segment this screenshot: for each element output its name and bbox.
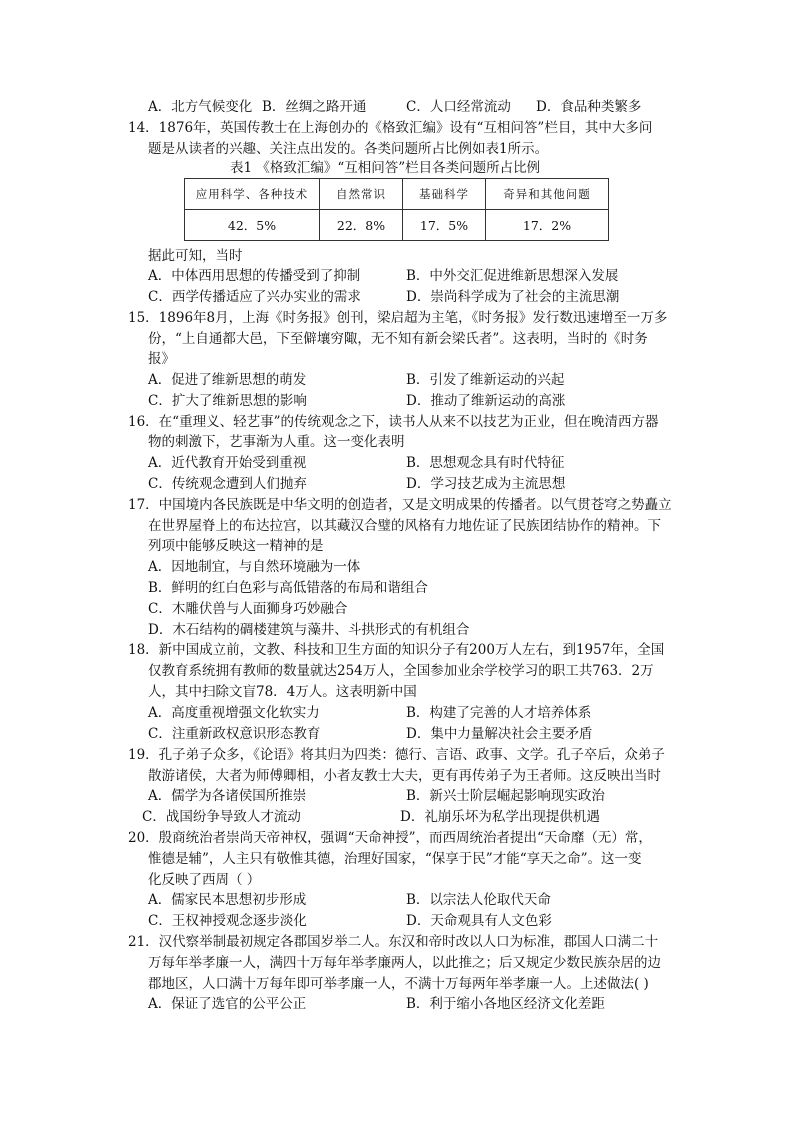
q20-stem-line3: 化反映了西周（ ） xyxy=(148,872,261,888)
q18-stem-line1: 18．新中国成立前，文教、科技和卫生方面的知识分子有200万人左右，到1957年，全国 xyxy=(128,642,665,658)
q14-table-header: 自然常识 xyxy=(320,179,403,210)
q14-table-value-row xyxy=(185,210,609,241)
q19-option-d[interactable]: D．礼崩乐坏为私学出现提供机遇 xyxy=(400,809,600,825)
q18-stem-line2: 仅教育系统拥有教师的数量就达254万人，全国参加业余学校学习的职工共763．2万 xyxy=(148,663,654,679)
q20-option-a[interactable]: A．儒家民本思想初步形成 xyxy=(148,892,307,908)
q17-stem-line3: 列项中能够反映这一精神的是 xyxy=(148,538,324,554)
q13-option-c[interactable]: C．人口经常流动 xyxy=(406,99,511,115)
q19-option-a[interactable]: A．儒学为各诸侯国所推崇 xyxy=(148,788,307,804)
q15-option-c[interactable]: C．扩大了维新思想的影响 xyxy=(148,393,307,409)
q13-option-a[interactable]: A．北方气候变化 xyxy=(148,99,253,115)
q15-option-b[interactable]: B．引发了维新运动的兴起 xyxy=(406,372,565,388)
q16-option-d[interactable]: D．学习技艺成为主流思想 xyxy=(406,476,566,492)
q14-table-cell: 17．2% xyxy=(486,210,609,241)
q14-option-d[interactable]: D．崇尚科学成为了社会的主流思潮 xyxy=(406,289,620,305)
q17-option-a[interactable]: A．因地制宜，与自然环境融为一体 xyxy=(148,559,361,575)
q16-option-a[interactable]: A．近代教育开始受到重视 xyxy=(148,455,307,471)
q16-option-c[interactable]: C．传统观念遭到人们抛弃 xyxy=(148,476,307,492)
q14-table-cell: 17．5% xyxy=(403,210,486,241)
q13-option-b[interactable]: B．丝绸之路开通 xyxy=(262,99,367,115)
q19-option-b[interactable]: B．新兴士阶层崛起影响现实政治 xyxy=(406,788,605,804)
q14-table-header-row xyxy=(185,179,609,210)
q20-option-c[interactable]: C．王权神授观念逐步淡化 xyxy=(148,913,307,929)
q18-option-a[interactable]: A．高度重视增强文化软实力 xyxy=(148,705,320,721)
q14-option-a[interactable]: A．中体西用思想的传播受到了抑制 xyxy=(148,268,361,284)
q18-option-d[interactable]: D．集中力量解决社会主要矛盾 xyxy=(406,726,593,742)
q19-stem-line2: 散游诸侯，大者为师傅卿相，小者友教士大夫，更有再传弟子为王者师。这反映出当时 xyxy=(148,768,661,784)
q18-option-c[interactable]: C．注重新政权意识形态教育 xyxy=(148,726,321,742)
q17-option-b[interactable]: B．鲜明的红白色彩与高低错落的布局和谐组合 xyxy=(148,580,428,596)
q15-option-a[interactable]: A．促进了维新思想的萌发 xyxy=(148,372,307,388)
q18-option-b[interactable]: B．构建了完善的人才培养体系 xyxy=(406,705,592,721)
q17-option-c[interactable]: C．木雕伏兽与人面狮身巧妙融合 xyxy=(148,601,348,617)
q21-option-b[interactable]: B．利于缩小各地区经济文化差距 xyxy=(406,996,605,1012)
q14-stem-line2: 题是从读者的兴趣、关注点出发的。各类问题所占比例如表1所示。 xyxy=(148,141,549,157)
q14-option-c[interactable]: C．西学传播适应了兴办实业的需求 xyxy=(148,289,361,305)
q21-stem-line3: 郡地区，人口满十万每年即可举孝廉一人，不满十万每两年举孝廉一人。上述做法( ) xyxy=(148,976,649,992)
q17-option-d[interactable]: D．木石结构的碉楼建筑与藻井、斗拱形式的有机组合 xyxy=(148,622,470,638)
q20-option-b[interactable]: B．以宗法人伦取代天命 xyxy=(406,892,551,908)
q15-stem-line3: 报》 xyxy=(148,351,175,367)
q16-option-b[interactable]: B．思想观念具有时代特征 xyxy=(406,455,565,471)
q14-table-cell: 42．5% xyxy=(185,210,320,241)
q14-table-header: 奇异和其他问题 xyxy=(486,179,609,210)
q17-stem-line1: 17．中国境内各民族既是中华文明的创造者，又是文明成果的传播者。以气贯苍穹之势矗立 xyxy=(128,497,672,513)
q14-stem-line1: 14．1876年，英国传教士在上海创办的《格致汇编》设有“互相问答”栏目，其中大多问 xyxy=(128,120,653,136)
q14-table-caption: 表1 《格致汇编》“互相问答”栏目各类问题所占比例 xyxy=(230,160,541,176)
q16-stem-line1: 16．在“重理义、轻艺事”的传统观念之下，读书人从来不以技艺为正业，但在晚清西方器 xyxy=(128,414,659,430)
q14-table-header: 应用科学、各种技术 xyxy=(185,179,320,210)
q20-stem-line1: 20．殷商统治者崇尚天帝神权，强调“天命神授”，而西周统治者提出“天命靡（无）常， xyxy=(128,830,652,846)
q14-table-cell: 22．8% xyxy=(320,210,403,241)
q21-stem-line1: 21．汉代察举制最初规定各郡国岁举二人。东汉和帝时改以人口为标准，郡国人口满二十 xyxy=(128,934,659,950)
q18-stem-line3: 人，其中扫除文盲78．4万人。这表明新中国 xyxy=(148,684,417,700)
q14-lead: 据此可知，当时 xyxy=(148,248,243,264)
q19-option-c[interactable]: C．战国纷争导致人才流动 xyxy=(142,809,301,825)
q17-stem-line2: 在世界屋脊上的布达拉宫，以其藏汉合璧的风格有力地佐证了民族团结协作的精神。下 xyxy=(148,518,661,534)
q15-stem-line2: 份，“上自通都大邑，下至僻壤穷陬，无不知有新会梁氏者”。这表明，当时的《时务 xyxy=(148,331,648,347)
q14-option-b[interactable]: B．中外交汇促进维新思想深入发展 xyxy=(406,268,619,284)
q19-stem-line1: 19．孔子弟子众多，《论语》将其归为四类：德行、言语、政事、文学。孔子卒后，众弟子 xyxy=(128,747,665,763)
q13-option-d[interactable]: D．食品种类繁多 xyxy=(536,99,642,115)
q16-stem-line2: 物的刺激下，艺事渐为人重。这一变化表明 xyxy=(148,434,405,450)
q14-table-header: 基础科学 xyxy=(403,179,486,210)
q21-option-a[interactable]: A．保证了选官的公平公正 xyxy=(148,996,307,1012)
q20-stem-line2: 惟德是辅”，人主只有敬惟其德，治理好国家，“保享于民”才能“享天之命”。这一变 xyxy=(148,851,642,867)
q21-stem-line2: 万每年举孝廉一人，满四十万每年举孝廉两人，以此推之；后又规定少数民族杂居的边 xyxy=(148,955,661,971)
q20-option-d[interactable]: D．天命观具有人文色彩 xyxy=(406,913,552,929)
q14-table xyxy=(184,178,609,241)
q15-option-d[interactable]: D．推动了维新运动的高涨 xyxy=(406,393,566,409)
q15-stem-line1: 15．1896年8月，上海《时务报》创刊，梁启超为主笔，《时务报》发行数迅速增至一万多 xyxy=(128,310,668,326)
